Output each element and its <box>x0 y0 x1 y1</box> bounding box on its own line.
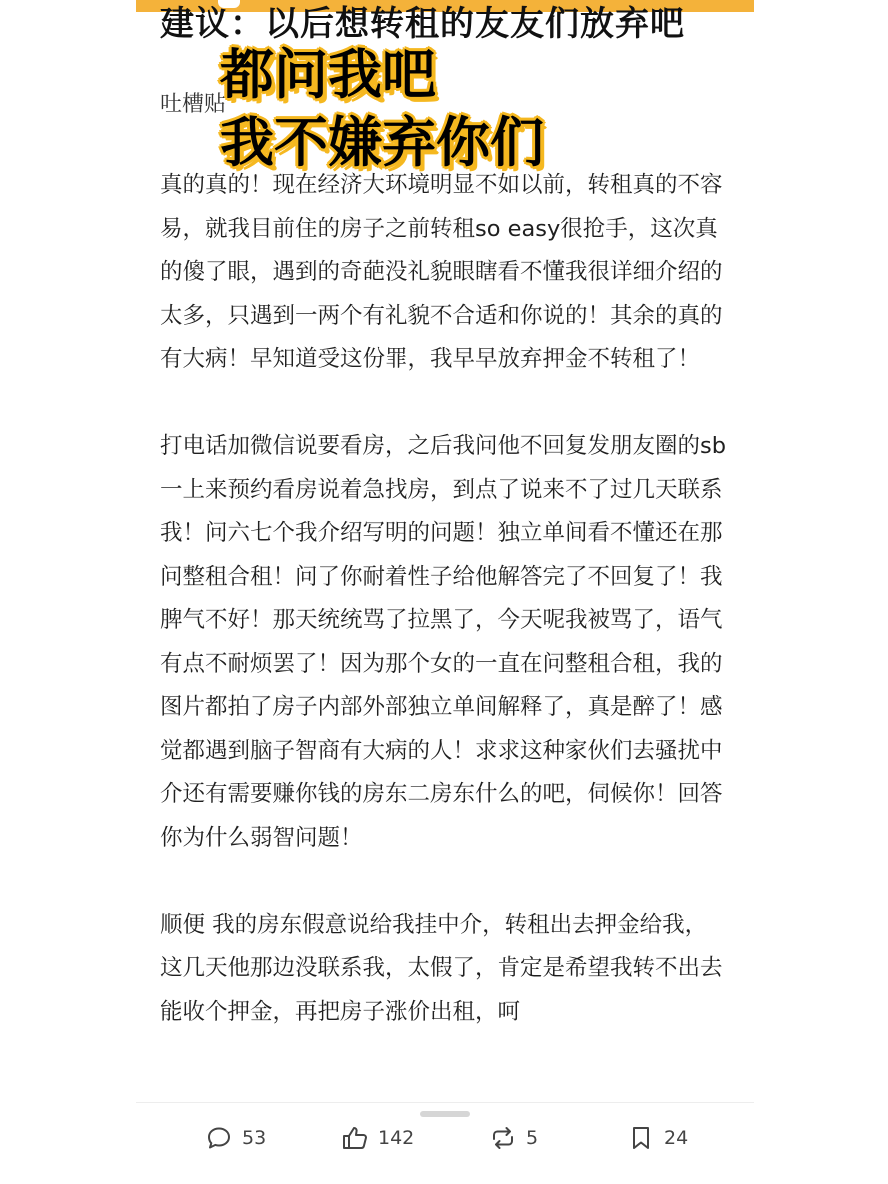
overlay-caption-line-1: 都问我吧 <box>220 43 436 106</box>
like-count: 142 <box>378 1127 415 1149</box>
favorite-button[interactable] <box>626 1123 688 1153</box>
comment-button[interactable] <box>204 1123 266 1153</box>
post-paragraph: 顺便 我的房东假意说给我挂中介，转租出去押金给我，这几天他那边没联系我，太假了，肯定是希望我转不出去能收个押金，再把房子涨价出租，呵 <box>160 911 723 1025</box>
repost-count: 5 <box>526 1127 539 1149</box>
favorite-count: 24 <box>664 1127 689 1149</box>
comment-bubble-icon <box>204 1123 234 1153</box>
post-category-tag[interactable]: 吐槽贴 <box>160 92 227 117</box>
right-margin <box>754 0 888 1184</box>
post-screen <box>136 0 754 1184</box>
thumbs-up-icon <box>340 1123 370 1153</box>
post-paragraph: 真的真的！现在经济大环境明显不如以前，转租真的不容易，就我目前住的房子之前转租so easy很抢手，这次真的傻了眼，遇到的奇葩没礼貌眼瞎看不懂我很详细介绍的太多，只遇到一两个有礼貌不合适和你说的！其余的真的有大病！早知道受这份罪，我早早放弃押金不转租了！ <box>160 172 723 372</box>
like-button[interactable] <box>340 1123 414 1153</box>
repost-arrows-icon <box>488 1123 518 1153</box>
post-paragraph: 打电话加微信说要看房，之后我问他不回复发朋友圈的sb 一上来预约看房说着急找房，到点了说来不了过几天联系我！问六七个我介绍写明的问题！独立单间看不懂还在那问整租合租！问了你耐着性子给他解答完了不回复了！我脾气不好！那天统统骂了拉黑了，今天呢我被骂了，语气有点不耐烦罢了！因为那个女的一直在问整租合租，我的图片都拍了房子内部外部独立单间解释了，真是醉了！感觉都遇到脑子智商有大病的人！求求这种家伙们去骚扰中介还有需要赚你钱的房东二房东什么的吧，伺候你！回答你为什么弱智问题！ <box>160 433 727 851</box>
repost-button[interactable] <box>488 1123 538 1153</box>
bookmark-icon <box>626 1123 656 1153</box>
home-indicator[interactable] <box>420 1111 470 1117</box>
post-title: 建议：以后想转租的友友们放弃吧 <box>160 4 685 44</box>
action-bar <box>136 1102 754 1184</box>
left-margin <box>0 0 136 1184</box>
post-body <box>160 164 728 1078</box>
comment-count: 53 <box>242 1127 267 1149</box>
overlay-caption-line-2: 我不嫌弃你们 <box>220 111 544 174</box>
